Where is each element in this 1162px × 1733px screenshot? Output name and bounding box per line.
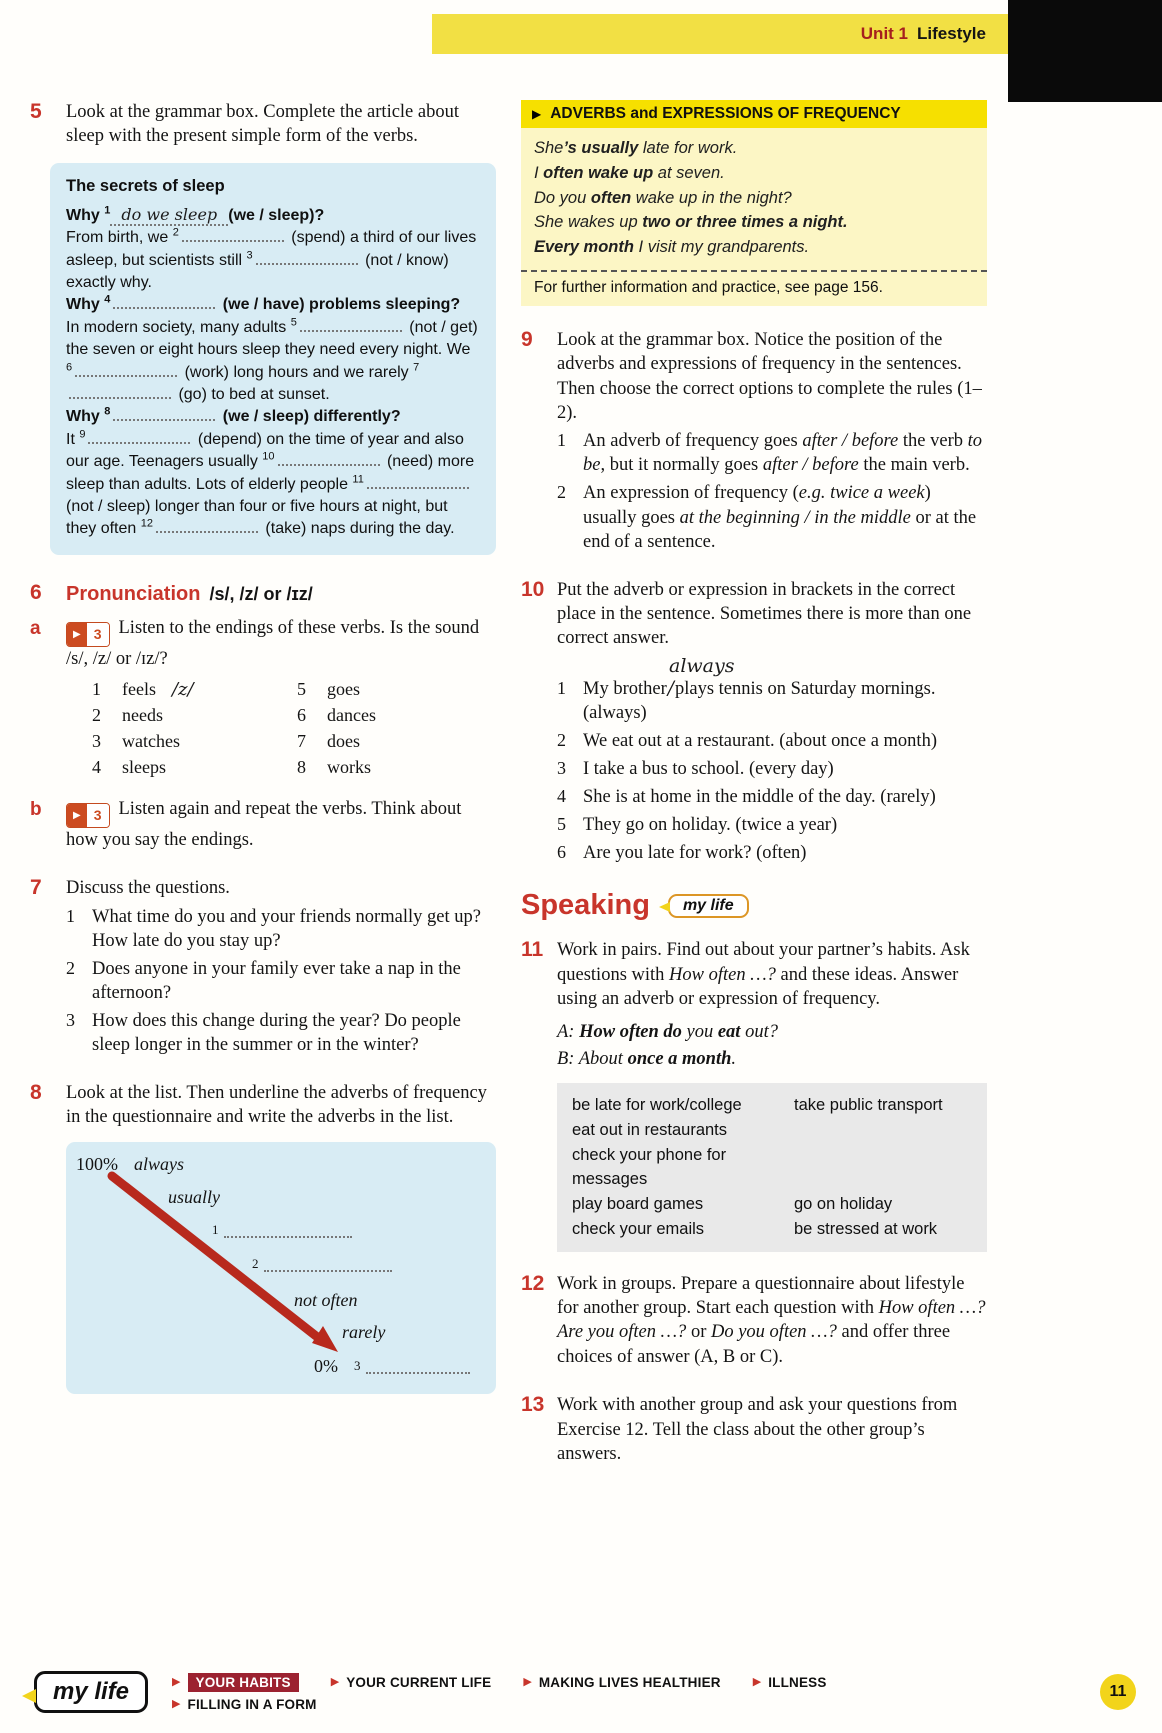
ideas-row — [572, 1093, 972, 1118]
blank-number: 1 — [212, 1221, 219, 1237]
triangle-icon: ▶ — [330, 1675, 340, 1688]
example-sentence: I often wake up at seven. — [534, 163, 725, 182]
verb-word: sleeps — [122, 757, 166, 777]
topic-your-habits — [172, 1673, 299, 1692]
badge-label: my life — [682, 896, 734, 914]
idea: be stressed at work — [794, 1219, 938, 1238]
triangle-icon: ▶ — [752, 1675, 762, 1688]
example-sentence: Do you often wake up in the night? — [534, 188, 792, 207]
verbs-list — [92, 679, 496, 783]
example-sentence: Every month I visit my grandparents. — [534, 238, 810, 256]
idea: be late for work/college — [572, 1096, 742, 1114]
topic-making-lives-healthier — [523, 1675, 720, 1690]
exercise-5-instruction: Look at the grammar box. Complete the article about sleep with the present simple form of the verbs. — [66, 102, 459, 147]
rule-text: An expression of frequency (e.g. twice a week) usually goes at the beginning / in the middle or at the end of a sentence. — [583, 483, 977, 552]
rule-item — [557, 481, 987, 553]
unit-label: Unit 1 — [860, 24, 909, 43]
exercise-9 — [521, 328, 987, 558]
exercise-6a-letter: a — [30, 617, 41, 639]
verb-item — [297, 679, 496, 705]
unit-topics-nav — [172, 1673, 827, 1712]
article-question-2: Why $^4$ (we / have) problems sleeping? — [66, 294, 461, 314]
topic-your-current-life — [331, 1675, 492, 1690]
rule-text: An adverb of frequency goes after / before the verb to be, but it normally goes after / before the main verb. — [583, 431, 983, 476]
exercise-6-heading — [66, 583, 496, 606]
unit-header-band — [432, 14, 1008, 54]
triangle-icon: ▶ — [172, 1675, 181, 1688]
answer-blank — [264, 1258, 392, 1272]
sentence-item — [557, 841, 987, 865]
scale-blank-1 — [212, 1222, 352, 1243]
verb-item — [92, 705, 297, 731]
example-sentence: She’s usually late for work. — [534, 139, 738, 157]
idea: check your emails — [572, 1219, 705, 1238]
audio-track-number: 3 — [87, 623, 109, 645]
verb-word: goes — [327, 679, 360, 699]
sentence-item — [557, 677, 987, 725]
exercise-12-instruction: Work in groups. Prepare a questionnaire about lifestyle for another group. Start each question with How often …? Are you often …? or Do you often …? and offer three choices of answer (A, B or C). — [557, 1273, 986, 1367]
topic-label: FILLING IN A FORM — [187, 1696, 317, 1712]
verb-word: works — [327, 757, 371, 777]
exercise-8-number: 8 — [30, 1080, 42, 1104]
verb-item — [297, 757, 496, 783]
article-question-1: Why $^1$ do we sleep (we / sleep)? — [66, 204, 325, 224]
topic-label: MAKING LIVES HEALTHIER — [538, 1674, 721, 1690]
sentence-item — [557, 813, 987, 837]
exercise-7-instruction: Discuss the questions. — [66, 878, 230, 899]
idea: go on holiday — [794, 1195, 893, 1213]
left-column — [30, 100, 496, 1414]
exercise-9-number: 9 — [521, 327, 533, 351]
topic-label: YOUR HABITS — [188, 1673, 299, 1692]
exercise-11 — [521, 938, 987, 1251]
handwritten-answer: /z/ — [171, 679, 194, 700]
verb-word: needs — [122, 705, 163, 725]
sentence-item — [557, 729, 987, 753]
topic-label: ILLNESS — [768, 1674, 827, 1690]
example-dialogue — [557, 1019, 987, 1073]
verb-item — [92, 731, 297, 757]
verb-number: 4 — [92, 757, 101, 777]
rule-item — [557, 429, 987, 477]
scale-rarely: rarely — [342, 1321, 386, 1342]
sentence-item — [557, 785, 987, 809]
verb-item — [297, 731, 496, 757]
scale-blank-3 — [354, 1358, 470, 1379]
verb-word: watches — [122, 731, 180, 751]
article-paragraph-2: In modern society, many adults $^5$ (not / get) the seven or eight hours sleep they need every night. We $^6$ (work) long hours and we rarely $^7$ (go) to bed at sunset. — [66, 316, 478, 404]
question-item — [66, 1009, 496, 1057]
triangle-icon: ▶ — [523, 1675, 532, 1688]
ideas-row — [572, 1217, 972, 1242]
exercise-13-instruction: Work with another group and ask your questions from Exercise 12. Tell the class about the other group’s answers. — [557, 1395, 958, 1464]
exercise-13-number: 13 — [521, 1393, 545, 1417]
idea: check your phone for messages — [572, 1145, 727, 1189]
exercise-10 — [521, 578, 987, 870]
article-paragraph-1: From birth, we $^2$ (spend) a third of our lives asleep, but scientists still $^3$ (not / know) exactly why. — [66, 226, 477, 292]
verb-number: 3 — [92, 731, 101, 751]
question-item — [66, 905, 496, 953]
idea: take public transport — [794, 1096, 943, 1114]
rule-number: 1 — [557, 430, 566, 451]
idea — [794, 1143, 972, 1193]
blank-number: 2 — [252, 1255, 259, 1271]
ideas-row — [572, 1118, 972, 1143]
triangle-icon: ▶ — [532, 107, 542, 121]
grammar-box-examples — [521, 128, 987, 270]
question-item — [66, 957, 496, 1005]
verb-number: 7 — [297, 731, 306, 751]
my-life-footer-badge — [34, 1671, 148, 1713]
ideas-box — [557, 1083, 987, 1252]
exercise-8-instruction: Look at the list. Then underline the adverbs of frequency in the questionnaire and write the adverbs in the list. — [66, 1082, 487, 1128]
article-title: The secrets of sleep — [66, 176, 225, 195]
example-sentence: She wakes up two or three times a night. — [534, 213, 848, 232]
exercise-7 — [30, 876, 496, 1061]
exercise-6b-letter: b — [30, 799, 42, 820]
sentence-number: 4 — [557, 786, 566, 807]
question-text: Does anyone in your family ever take a nap in the afternoon? — [92, 958, 461, 1003]
ideas-row — [572, 1192, 972, 1217]
exercise-12 — [521, 1272, 987, 1374]
unit-title: Lifestyle — [917, 24, 986, 43]
verb-number: 2 — [92, 705, 101, 725]
exercise-6b-instruction — [66, 797, 496, 852]
exercise-6-number: 6 — [30, 580, 42, 604]
scale-usually: usually — [168, 1186, 220, 1207]
exercise-12-number: 12 — [521, 1271, 545, 1295]
verb-word: feels — [122, 679, 156, 699]
topics-row-1 — [172, 1673, 827, 1692]
exercise-10-instruction: Put the adverb or expression in brackets in the correct place in the sentence. Sometimes there is more than one correct answer. — [557, 579, 972, 649]
verb-item — [297, 705, 496, 731]
phoneme-list: /s/, /z/ or /ɪz/ — [209, 583, 313, 604]
dialogue-line-b: B: About once a month. — [557, 1049, 737, 1070]
page-footer — [34, 1671, 1136, 1713]
exercise-8 — [30, 1081, 496, 1394]
article-question-3: Why $^8$ (we / sleep) differently? — [66, 406, 401, 426]
audio-track-number: 3 — [87, 804, 109, 826]
verb-number: 6 — [297, 705, 306, 725]
grammar-box-header — [521, 100, 987, 128]
sentence-text: I take a bus to school. (every day) — [583, 758, 834, 779]
dialogue-line-a: A: How often do you eat out? — [557, 1022, 778, 1043]
article-paragraph-3: It $^9$ (depend) on the time of year and also our age. Teenagers usually $^{10}$ (need) more sleep than adults. Lots of elderly people $^{11}$ (not / sleep) longer than four or five hours at night, but they often $^{12}$ (take) naps during the day. — [66, 428, 475, 538]
exercise-6b-text: Listen again and repeat the verbs. Think about how you say the endings. — [66, 799, 462, 850]
scale-always: always — [134, 1153, 185, 1174]
verb-number: 5 — [297, 679, 306, 699]
sentence-item — [557, 757, 987, 781]
scale-0-percent: 0% — [314, 1355, 338, 1376]
section-title: Speaking — [521, 889, 650, 922]
exercise-11-number: 11 — [521, 938, 544, 962]
exercise-6a-text: Listen to the endings of these verbs. Is the sound /s/, /z/ or /ɪz/? — [66, 617, 480, 669]
audio-icon[interactable] — [66, 622, 110, 646]
sentence-text: Are you late for work? (often) — [583, 843, 807, 864]
pronunciation-label: Pronunciation — [66, 582, 201, 605]
scale-blank-2 — [252, 1256, 392, 1277]
frequency-scale-diagram — [66, 1142, 496, 1394]
sentence-number: 2 — [557, 729, 566, 750]
right-column — [521, 100, 987, 1490]
sleep-article-box — [50, 163, 496, 555]
exercise-10-number: 10 — [521, 577, 545, 601]
verb-item — [92, 679, 297, 705]
badge-tail-icon — [22, 1689, 36, 1703]
grammar-reference-note: For further information and practice, see page 156. — [521, 270, 987, 306]
corner-block — [1008, 0, 1162, 102]
badge-tail-icon — [659, 902, 670, 912]
topics-row-2 — [172, 1697, 827, 1712]
verb-number: 1 — [92, 679, 101, 699]
blank-number: 3 — [354, 1357, 361, 1373]
answer-blank — [366, 1360, 470, 1374]
sentence-text: They go on holiday. (twice a year) — [583, 815, 838, 836]
rule-number: 2 — [557, 482, 566, 503]
page-number-badge: 11 — [1100, 1674, 1136, 1710]
scale-not-often: not often — [294, 1289, 358, 1310]
verb-number: 8 — [297, 757, 306, 777]
topic-label: YOUR CURRENT LIFE — [346, 1674, 492, 1690]
topic-illness — [753, 1675, 827, 1690]
ideas-row — [572, 1143, 972, 1193]
sentence-text: She is at home in the middle of the day. (rarely) — [583, 787, 936, 808]
exercise-9-instruction: Look at the grammar box. Notice the position of the adverbs and expressions of frequency in the sentences. Then choose the correct options to complete the rules (1–2). — [557, 329, 982, 423]
sentence-number: 5 — [557, 814, 566, 835]
idea — [794, 1118, 972, 1143]
question-number: 2 — [66, 957, 75, 978]
my-life-badge — [668, 894, 749, 918]
exercise-5-number: 5 — [30, 100, 42, 123]
question-text: What time do you and your friends normally get up? How late do you stay up? — [92, 906, 481, 951]
verb-item — [92, 757, 297, 783]
sentence-number: 1 — [557, 677, 566, 698]
badge-label: my life — [53, 1678, 130, 1705]
scale-100-percent: 100% — [76, 1153, 118, 1174]
exercise-6a-instruction — [66, 616, 496, 671]
sentence-text: We eat out at a restaurant. (about once a month) — [583, 730, 937, 751]
idea: eat out in restaurants — [572, 1120, 728, 1139]
exercise-11-instruction: Work in pairs. Find out about your partner’s habits. Ask questions with How often …? and these ideas. Answer using an adverb or expression of frequency. — [557, 940, 970, 1009]
exercise-7-number: 7 — [30, 876, 42, 900]
exercise-6 — [30, 581, 496, 856]
sentence-number: 3 — [557, 757, 566, 778]
speaking-section-header — [521, 889, 987, 922]
verb-word: does — [327, 731, 360, 751]
idea: play board games — [572, 1195, 704, 1213]
sentence-number: 6 — [557, 842, 566, 863]
verb-word: dances — [327, 705, 376, 725]
exercise-5 — [30, 100, 496, 561]
sentence-text: My brother/plays tennis on Saturday mornings. (always) — [583, 677, 936, 723]
question-text: How does this change during the year? Do people sleep longer in the summer or in the winter? — [92, 1010, 461, 1055]
question-number: 3 — [66, 1009, 75, 1030]
handwritten-answer: always — [669, 654, 735, 677]
topic-filling-in-a-form — [172, 1697, 317, 1712]
grammar-box-title: ADVERBS and EXPRESSIONS OF FREQUENCY — [550, 105, 901, 122]
play-icon: ▶ — [67, 804, 87, 826]
answer-blank — [224, 1224, 352, 1238]
question-number: 1 — [66, 905, 75, 926]
exercise-13 — [521, 1393, 987, 1470]
grammar-box — [521, 100, 987, 306]
play-icon: ▶ — [67, 623, 87, 645]
audio-icon[interactable] — [66, 803, 110, 827]
triangle-icon: ▶ — [172, 1697, 181, 1710]
